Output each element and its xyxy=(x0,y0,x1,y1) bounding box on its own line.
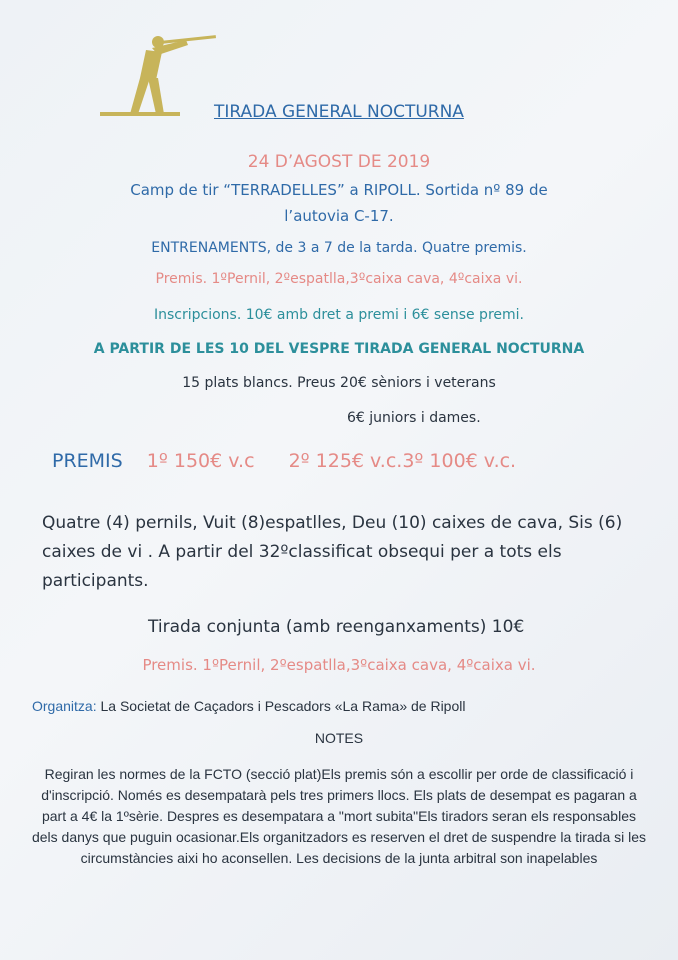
prizes-row xyxy=(52,450,516,472)
entrenaments-text: ENTRENAMENTS, de 3 a 7 de la tarda. Quatre premis. xyxy=(151,240,527,256)
prize-first: 1º 150€ v.c xyxy=(146,450,255,472)
event-date: 24 D’AGOST DE 2019 xyxy=(247,152,431,172)
notes-heading: NOTES xyxy=(314,730,364,746)
plats-price-text: 15 plats blancs. Preus 20€ sèniors i veterans xyxy=(182,375,496,391)
organizer-line xyxy=(32,698,465,714)
location-line-2: l’autovia C-17. xyxy=(284,207,394,225)
premis-training-text: Premis. 1ºPernil, 2ºespatlla,3ºcaixa cava, 4ºcaixa vi. xyxy=(155,271,523,287)
prizes-label: PREMIS xyxy=(52,450,123,472)
organizer-label: Organitza: xyxy=(32,698,97,714)
shooter-silhouette-icon xyxy=(100,28,220,120)
joint-shoot-text: Tirada conjunta (amb reenganxaments) 10€ xyxy=(148,617,525,637)
night-shoot-heading: A PARTIR DE LES 10 DEL VESPRE TIRADA GENERAL NOCTURNA xyxy=(93,341,585,357)
juniors-price-text: 6€ juniors i dames. xyxy=(347,410,481,426)
prize-list-text: Quatre (4) pernils, Vuit (8)espatlles, Deu (10) caixes de cava, Sis (6) caixes de vi . A partir del 32ºclassificat obsequi per a tots els participants. xyxy=(42,513,623,591)
organizer-text: La Societat de Caçadors i Pescadors «La Rama» de Ripoll xyxy=(96,698,466,714)
prize-second-third: 2º 125€ v.c.3º 100€ v.c. xyxy=(288,450,517,472)
notes-text: Regiran les normes de la FCTO (secció plat)Els premis són a escollir per orde de classificació i d'inscripció. Només es desempatarà pels tres primers llocs. Els plats de desempat es pagaran a part a 4€ la 1ºsèrie. Despres es desempatara a "mort subita"Els tiradors seran els responsables dels danys que puguin ocasionar.Els organitzadors es reserven el dret de suspendre la tirada si les circumstàncies aixi ho aconsellen. Les decisions de la junta arbitral son inapelables xyxy=(31,766,647,866)
premis-joint-text: Premis. 1ºPernil, 2ºespatlla,3ºcaixa cava, 4ºcaixa vi. xyxy=(142,656,536,674)
page-title: TIRADA GENERAL NOCTURNA xyxy=(214,102,464,122)
inscripcions-text: Inscripcions. 10€ amb dret a premi i 6€ sense premi. xyxy=(154,307,524,323)
location-line-1: Camp de tir “TERRADELLES” a RIPOLL. Sortida nº 89 de xyxy=(130,181,548,199)
